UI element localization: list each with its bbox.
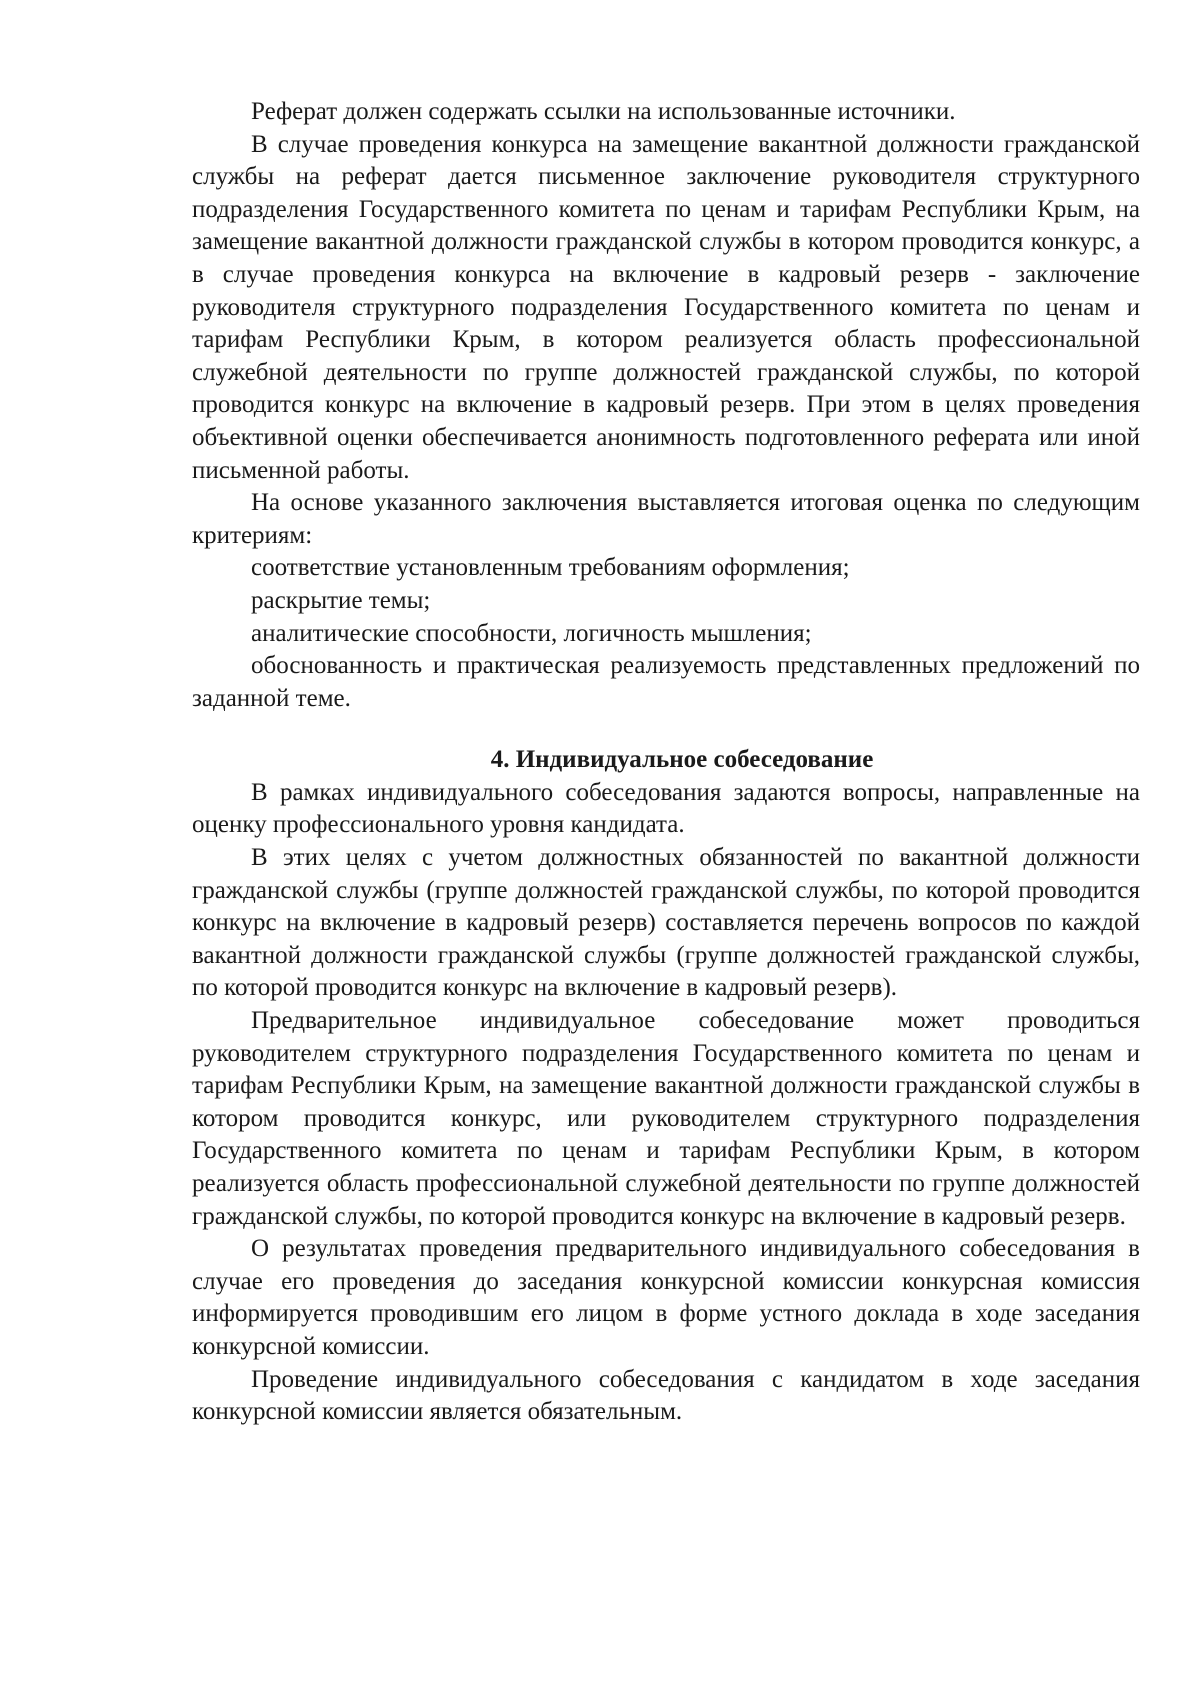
section-heading: 4. Индивидуальное собеседование <box>490 746 874 774</box>
paragraph-abstract-conclusion: В случае проведения конкурса на замещение вакантной должности гражданской службы на реферат дается письменное заключение руководителя структурного подразделения Государственного комитета по ценам и тарифам Республики Крым, на замещение вакантной должности гражданской службы в котором проводится конкурс, а в случае проведения конкурса на включение в кадровый резерв - заключение руководителя структурного подразделения Государственного комитета по ценам и тарифам Республики Крым, в котором реализуется область профессиональной служебной деятельности по группе должностей гражданской службы, по которой проводится конкурс на включение в кадровый резерв. При этом в целях проведения объективной оценки обеспечивается анонимность подготовленного реферата или иной письменной работы. <box>192 130 1140 484</box>
paragraph-abstract-references: Реферат должен содержать ссылки на использованные источники. <box>251 98 956 125</box>
document-body <box>192 96 1140 1429</box>
paragraph-preliminary-interview: Предварительное индивидуальное собеседование может проводиться руководителем структурного подразделения Государственного комитета по ценам и тарифам Республики Крым, на замещение вакантной должности гражданской службы в котором проводится конкурс, или руководителем структурного подразделения Государственного комитета по ценам и тарифам Республики Крым, в котором реализуется область профессиональной служебной деятельности по группе должностей гражданской службы, по которой проводится конкурс на включение в кадровый резерв. <box>192 1007 1140 1230</box>
criterion-feasibility: обоснованность и практическая реализуемость представленных предложений по заданной теме. <box>192 652 1140 712</box>
paragraph-question-list: В этих целях с учетом должностных обязанностей по вакантной должности гражданской службы (группе должностей гражданской службы, по которой проводится конкурс на включение в кадровый резерв) составляется перечень вопросов по каждой вакантной должности гражданской службы (группе должностей гражданской службы, по которой проводится конкурс на включение в кадровый резерв). <box>192 844 1140 1002</box>
paragraph-interview-results: О результатах проведения предварительного индивидуального собеседования в случае его проведения до заседания конкурсной комиссии конкурсная комиссия информируется проводившим его лицом в форме устного доклада в ходе заседания конкурсной комиссии. <box>192 1235 1140 1360</box>
paragraph-evaluation-criteria-intro: На основе указанного заключения выставляется итоговая оценка по следующим критериям: <box>192 489 1140 549</box>
paragraph-interview-mandatory: Проведение индивидуального собеседования с кандидатом в ходе заседания конкурсной комиссии является обязательным. <box>192 1365 1140 1426</box>
criterion-formatting: соответствие установленным требованиям оформления; <box>251 554 850 582</box>
criterion-analytical-ability: аналитические способности, логичность мышления; <box>251 619 812 647</box>
paragraph-interview-questions: В рамках индивидуального собеседования задаются вопросы, направленные на оценку профессионального уровня кандидата. <box>192 778 1140 839</box>
criterion-topic-coverage: раскрытие темы; <box>251 586 431 614</box>
